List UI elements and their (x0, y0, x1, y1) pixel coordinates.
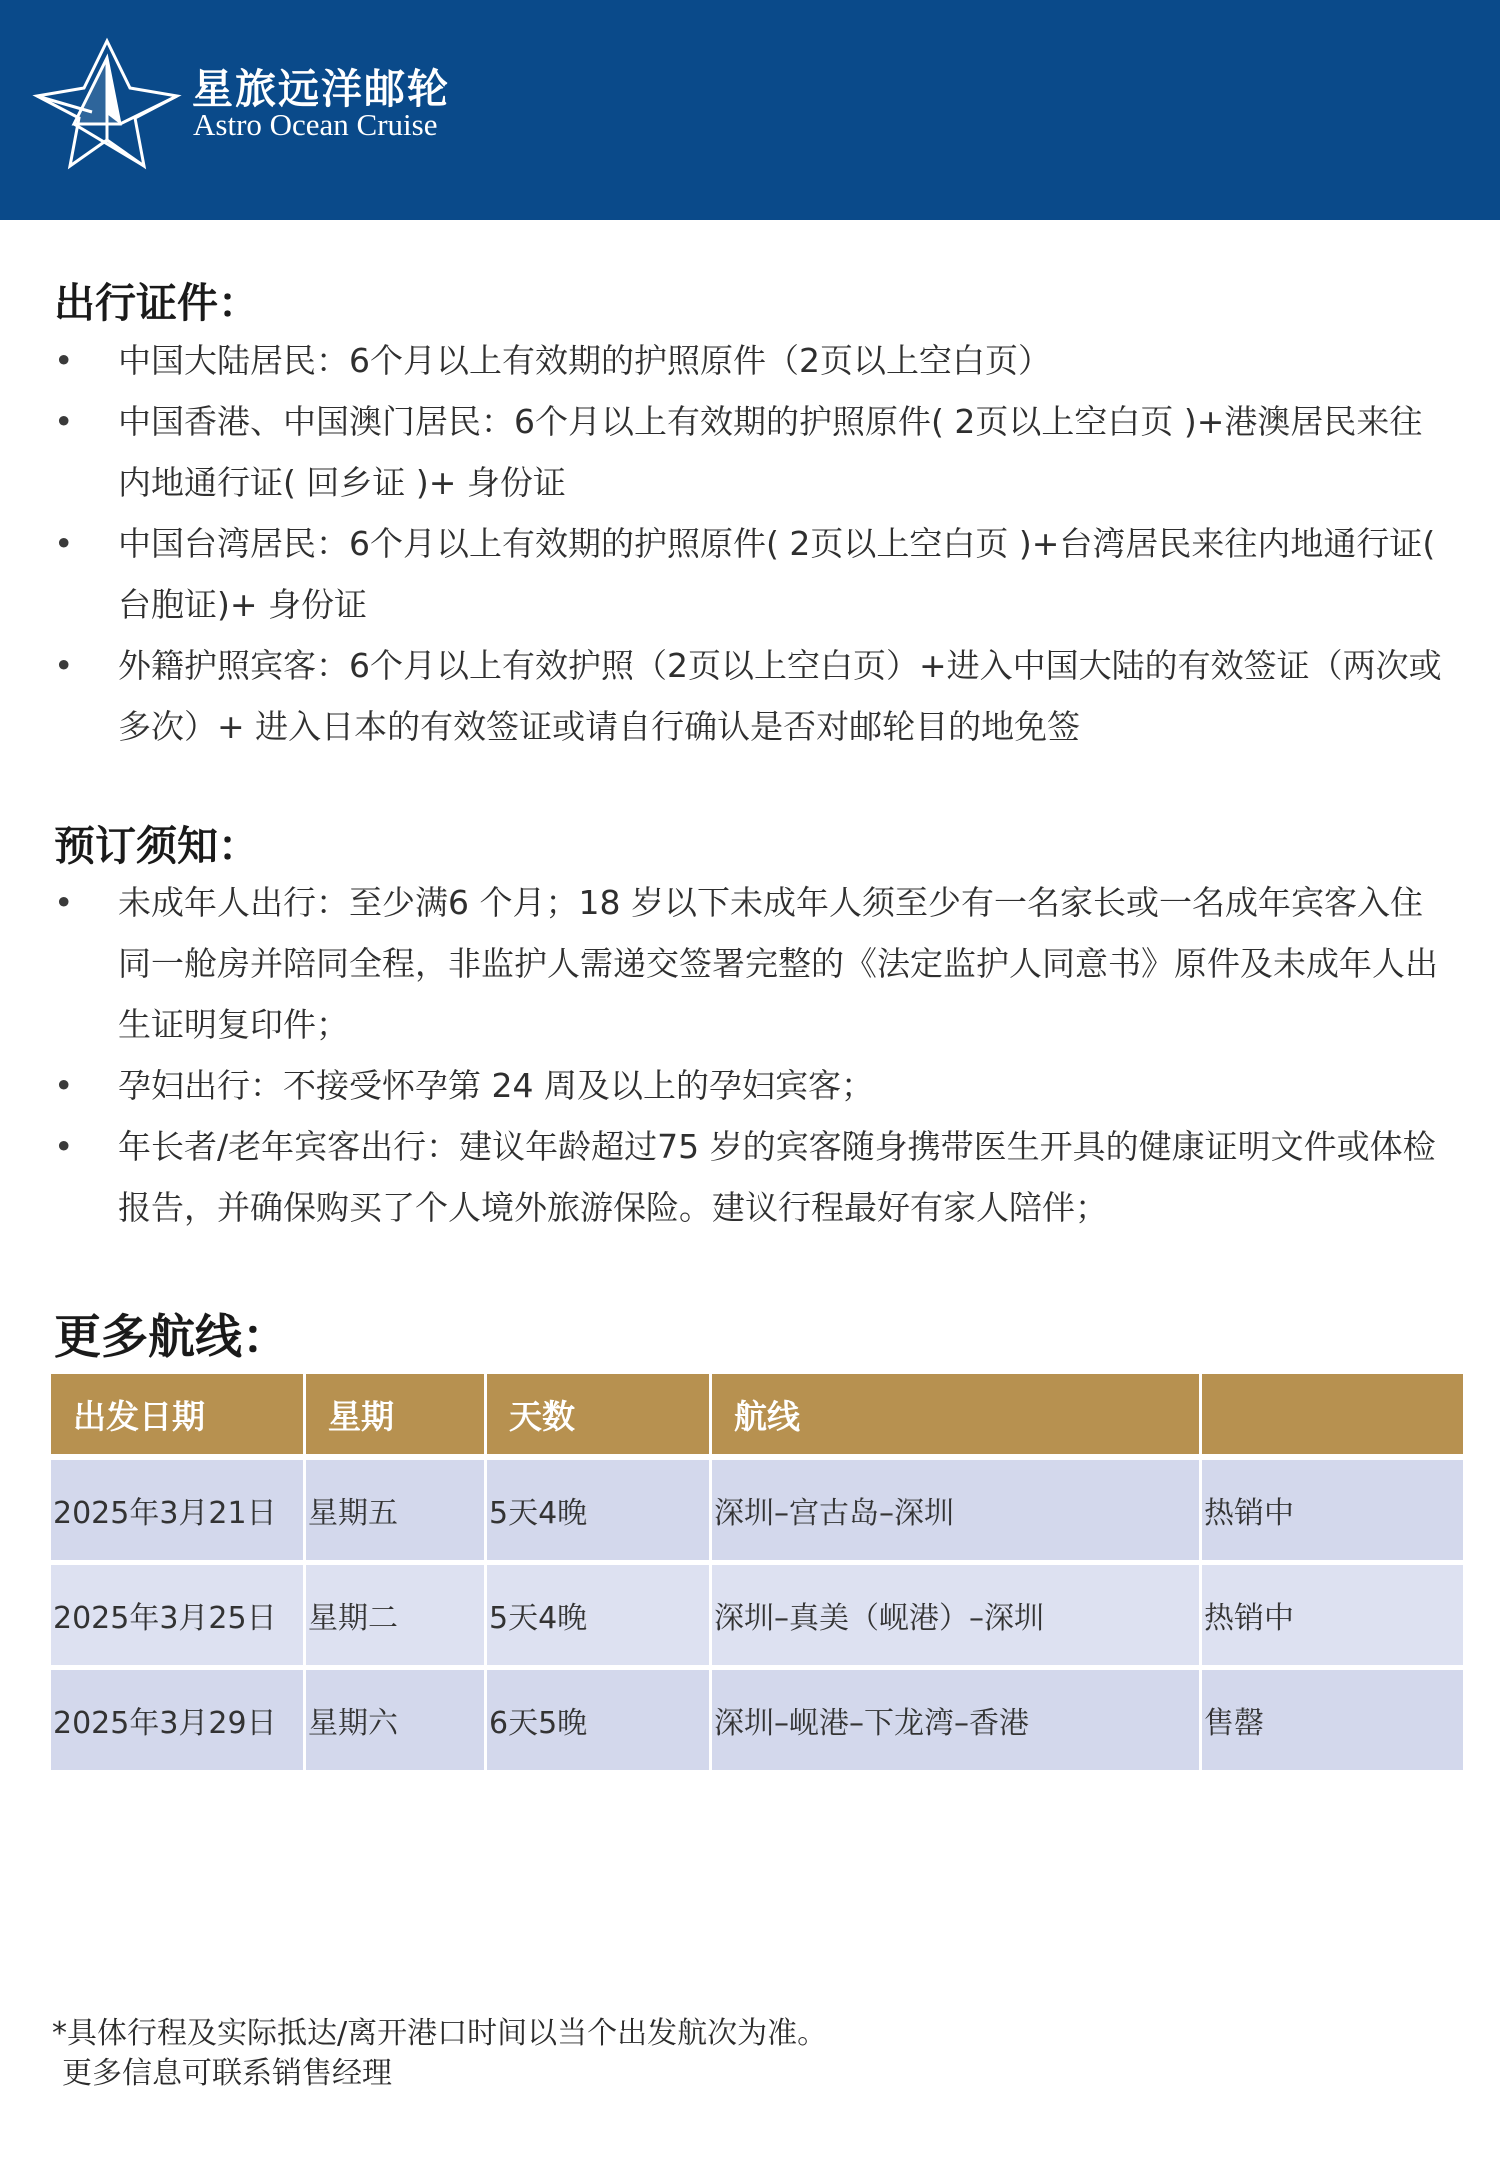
list-item: • 未成年人出行：至少满6 个月；18 岁以下未成年人须至少有一名家长或一名成年宾客入住同一舱房并陪同全程，非监护人需递交签署完整的《法定监护人同意书》原件及未成年人出生证明复印件； (54, 872, 1444, 1055)
list-item: • 孕妇出行：不接受怀孕第 24 周及以上的孕妇宾客； (54, 1055, 1444, 1116)
footnote-line: *具体行程及实际抵达/离开港口时间以当个出发航次为准。 (52, 2016, 828, 2051)
header-banner (0, 0, 1500, 220)
list-item: • 中国台湾居民：6个月以上有效期的护照原件( 2页以上空白页 )+台湾居民来往内地通行证( 台胞证)+ 身份证 (54, 513, 1444, 635)
table-row (51, 1460, 1463, 1565)
cell-weekday: 星期五 (306, 1460, 484, 1565)
column-header (1202, 1374, 1463, 1460)
cell-weekday: 星期六 (306, 1670, 484, 1775)
routes-title: 更多航线： (54, 1310, 289, 1365)
cell-route: 深圳–真美（岘港）–深圳 (712, 1565, 1199, 1670)
column-header: 航线 (712, 1374, 1199, 1460)
list-item: • 中国大陆居民：6个月以上有效期的护照原件（2页以上空白页） (54, 330, 1444, 391)
cell-duration: 5天4晚 (487, 1565, 709, 1670)
cell-status: 热销中 (1202, 1565, 1463, 1670)
table-header-row (51, 1374, 1463, 1460)
cell-date: 2025年3月25日 (51, 1565, 303, 1670)
documents-title: 出行证件： (54, 279, 259, 327)
column-header: 出发日期 (51, 1374, 303, 1460)
list-item: • 年长者/老年宾客出行：建议年龄超过75 岁的宾客随身携带医生开具的健康证明文件或体检报告，并确保购买了个人境外旅游保险。建议行程最好有家人陪伴； (54, 1116, 1444, 1238)
cell-duration: 5天4晚 (487, 1460, 709, 1565)
cell-duration: 6天5晚 (487, 1670, 709, 1775)
brand-name-cn: 星旅远洋邮轮 (192, 65, 450, 113)
routes-table (48, 1374, 1466, 1775)
footnote (52, 2014, 827, 2094)
cell-weekday: 星期二 (306, 1565, 484, 1670)
documents-list (54, 330, 1444, 757)
booking-title: 预订须知： (54, 822, 259, 870)
table-row (51, 1670, 1463, 1775)
booking-list (54, 872, 1444, 1238)
cell-date: 2025年3月29日 (51, 1670, 303, 1775)
cell-status: 售罄 (1202, 1670, 1463, 1775)
cell-date: 2025年3月21日 (51, 1460, 303, 1565)
brand-name-en: Astro Ocean Cruise (193, 107, 438, 142)
cell-route: 深圳–宫古岛–深圳 (712, 1460, 1199, 1565)
column-header: 星期 (306, 1374, 484, 1460)
table-row (51, 1565, 1463, 1670)
footnote-line: 更多信息可联系销售经理 (62, 2056, 392, 2091)
cell-route: 深圳–岘港–下龙湾–香港 (712, 1670, 1199, 1775)
list-item: • 中国香港、中国澳门居民：6个月以上有效期的护照原件( 2页以上空白页 )+港澳居民来往内地通行证( 回乡证 )+ 身份证 (54, 391, 1444, 513)
cell-status: 热销中 (1202, 1460, 1463, 1565)
list-item: • 外籍护照宾客：6个月以上有效护照（2页以上空白页）+进入中国大陆的有效签证（两次或多次）+ 进入日本的有效签证或请自行确认是否对邮轮目的地免签 (54, 635, 1444, 757)
column-header: 天数 (487, 1374, 709, 1460)
compass-star-icon (32, 36, 182, 171)
